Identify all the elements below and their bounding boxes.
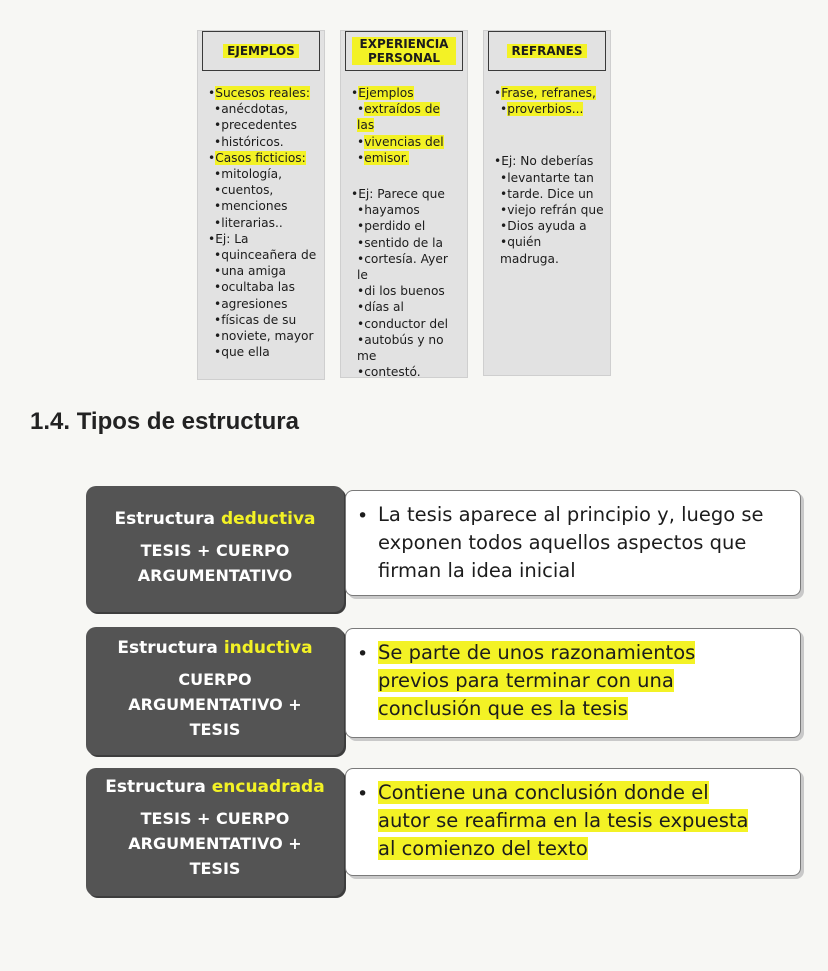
column-ejemplos: [197, 30, 325, 380]
bullet-sucesos: • Sucesos reales:: [208, 85, 318, 101]
column-body-refranes: • Frase, refranes, • proverbios... • Ej: No deberías • levantarte tan • tarde. Dice un • viejo refrán que • Dios ayuda a • quién madruga.: [484, 71, 610, 273]
bullet-frase: • Frase, refranes,: [494, 85, 604, 101]
section-title: 1.4. Tipos de estructura: [30, 408, 299, 435]
structure-deductiva-description: • La tesis aparece al principio y, luego se exponen todos aquellos aspectos que firman la idea inicial: [345, 490, 801, 596]
column-body-experiencia: • Ejemplos • extraídos de las • vivencias del • emisor. • Ej: Parece que • hayamos • perdido el • sentido de la • cortesía. Ayer le • di los buenos • días al • conductor del • autobús y no me • contestó.: [341, 71, 467, 386]
column-header-ejemplos: EJEMPLOS: [202, 31, 320, 71]
bullet-example: • Ej: La: [208, 231, 318, 247]
bullet-example: • Ej: Parece que: [351, 186, 461, 202]
column-experiencia: [340, 30, 468, 378]
bullet-casos: • Casos ficticios:: [208, 150, 318, 166]
column-header-experiencia: EXPERIENCIA PERSONAL: [345, 31, 463, 71]
column-body-ejemplos: • Sucesos reales: • anécdotas, • precedentes • históricos. • Casos ficticios: • mitología, • cuentos, • menciones • literarias.. • Ej: La • quinceañera de • una amiga • ocultaba las • agresiones • físicas de su • noviete, mayor • que ella: [198, 71, 324, 366]
structure-encuadrada-label: Estructura encuadrada TESIS + CUERPO ARGUMENTATIVO + TESIS: [86, 768, 344, 896]
structure-deductiva-label: Estructura deductiva TESIS + CUERPO ARGUMENTATIVO: [86, 486, 344, 612]
structure-inductiva-description: • Se parte de unos razonamientos previos para terminar con una conclusión que es la tesis: [345, 628, 801, 738]
bullet-example: • Ej: No deberías: [494, 153, 604, 169]
structure-inductiva-label: Estructura inductiva CUERPO ARGUMENTATIVO + TESIS: [86, 627, 344, 755]
bullet-ejemplos: • Ejemplos: [351, 85, 461, 101]
column-refranes: [483, 30, 611, 376]
structure-encuadrada-description: • Contiene una conclusión donde el autor se reafirma en la tesis expuesta al comienzo del texto: [345, 768, 801, 876]
column-header-refranes: REFRANES: [488, 31, 606, 71]
